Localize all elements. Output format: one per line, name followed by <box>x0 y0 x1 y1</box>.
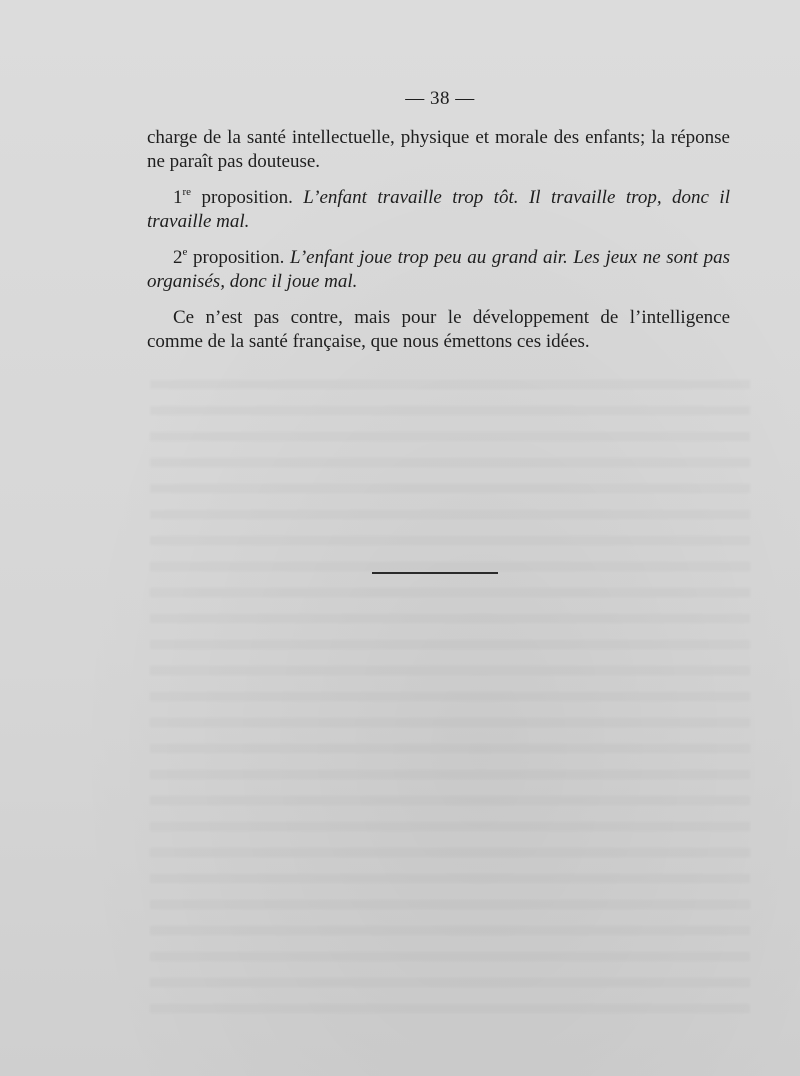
paragraph-continuation: charge de la santé intellectuelle, physique et morale des enfants; la réponse ne paraît pas douteuse. <box>147 127 730 172</box>
show-through-texture <box>150 380 750 1020</box>
paragraph-conclusion: Ce n’est pas contre, mais pour le développement de l’intelligence comme de la santé française, que nous émettons ces idées. <box>147 307 730 352</box>
proposition-number: 2 <box>173 247 183 268</box>
body-text <box>147 126 730 366</box>
proposition-label: proposition. <box>187 247 290 268</box>
proposition-statement: L’enfant travaille trop tôt. Il travaille trop, donc il travaille mal. <box>147 187 730 232</box>
proposition-label: proposition. <box>191 187 304 208</box>
paragraph-proposition-1 <box>147 186 730 234</box>
proposition-statement: L’enfant joue trop peu au grand air. Les jeux ne sont pas organisés, donc il joue mal. <box>147 247 730 292</box>
ordinal-suffix: re <box>182 186 192 198</box>
ordinal-suffix: e <box>182 246 188 258</box>
paragraph-proposition-2 <box>147 246 730 294</box>
section-end-rule <box>372 572 498 574</box>
page-number: — 38 — <box>405 88 475 109</box>
proposition-number: 1 <box>173 187 183 208</box>
